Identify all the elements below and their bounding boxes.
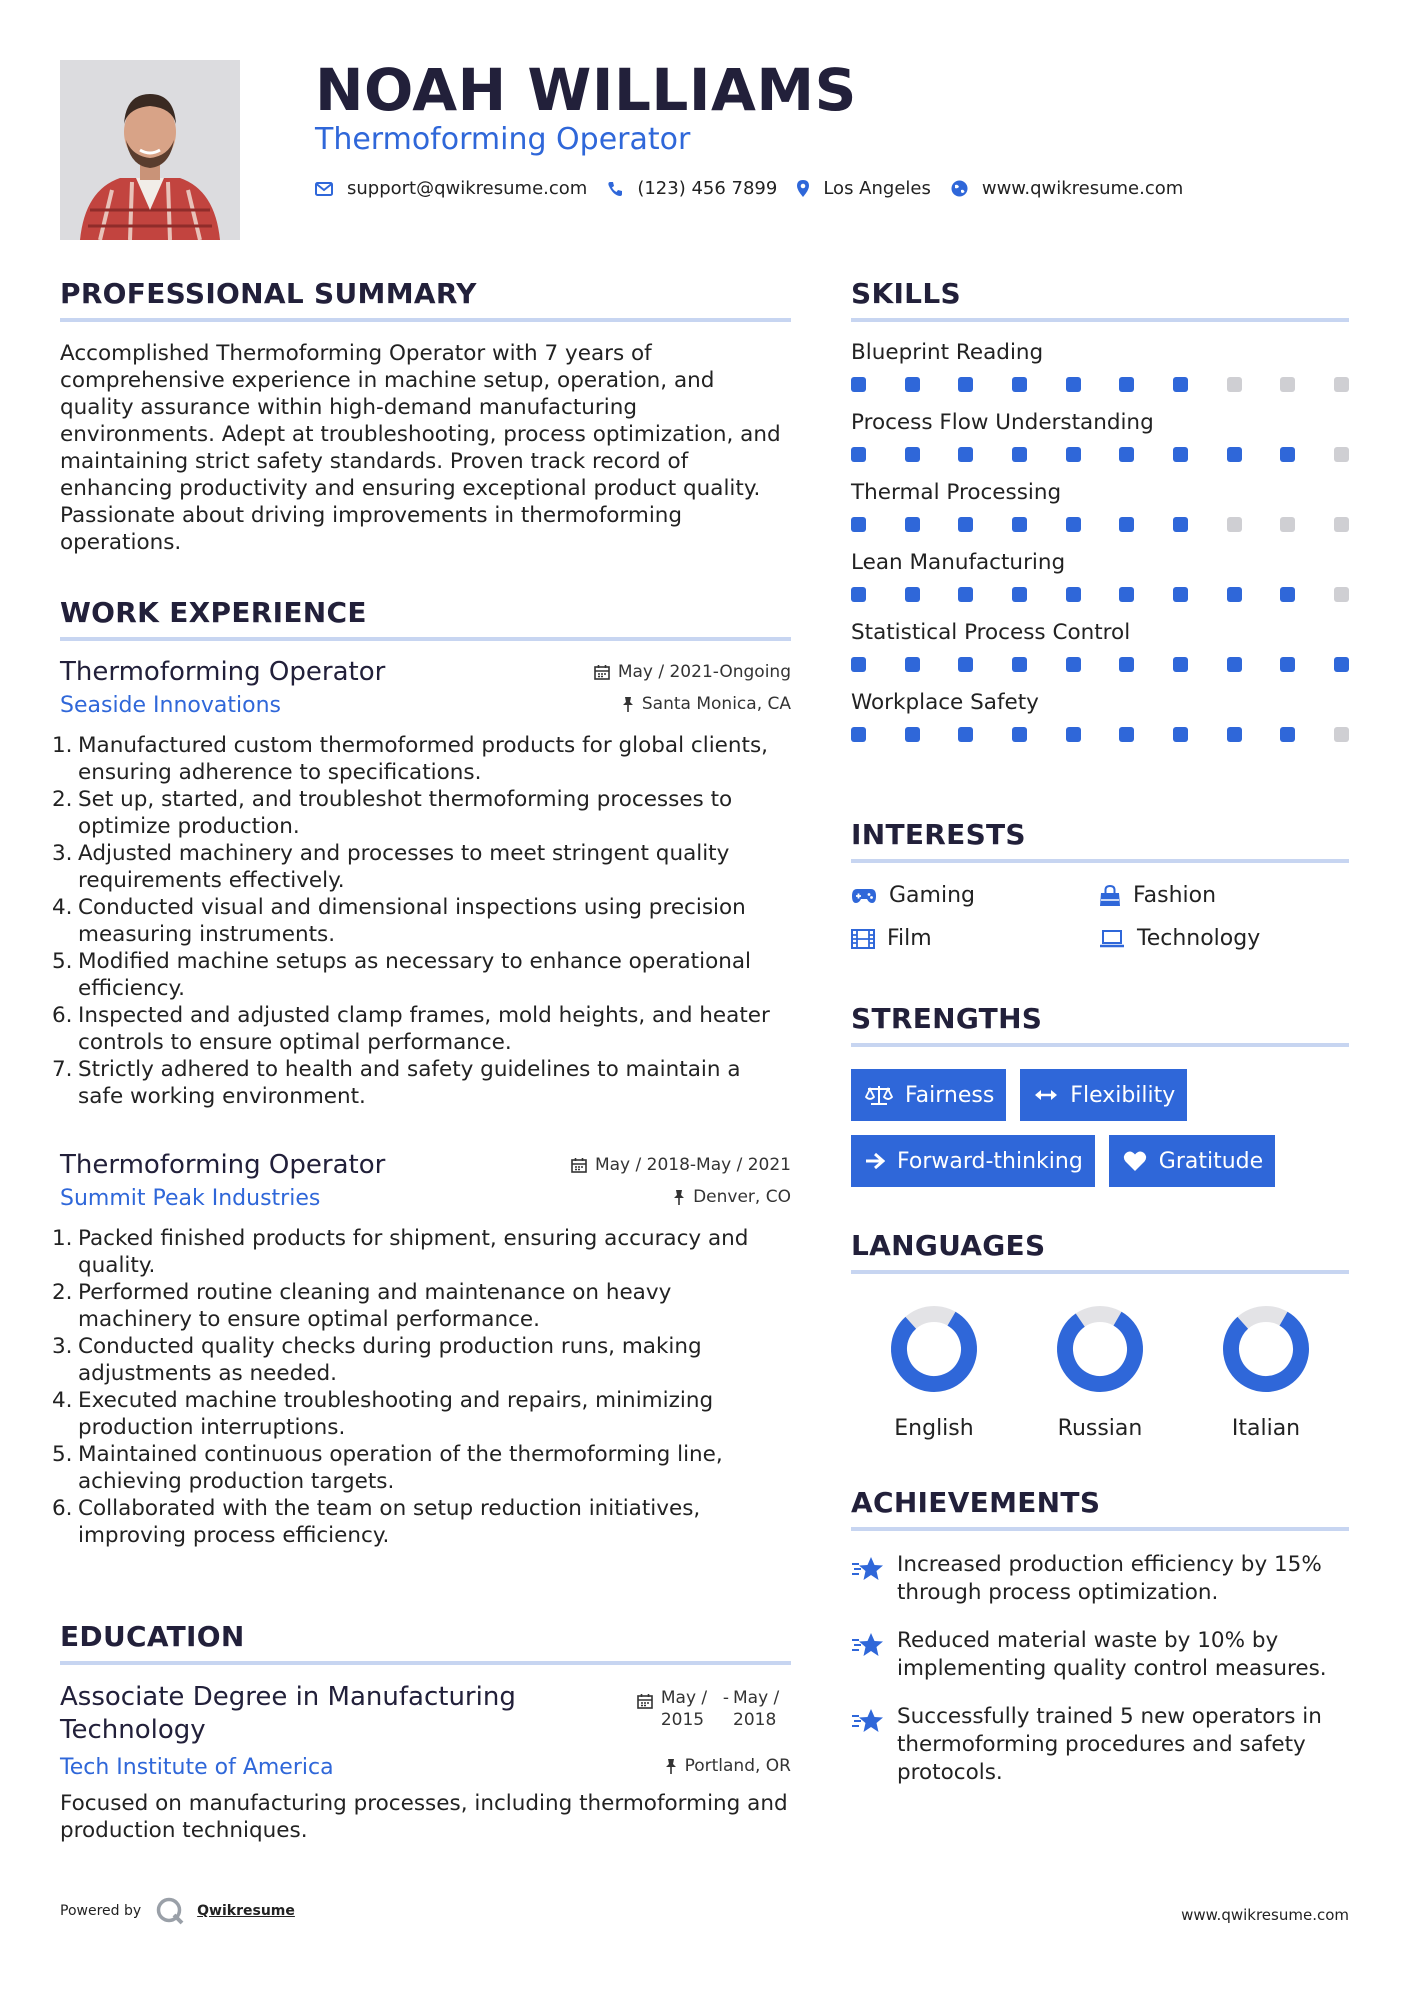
achievements-section	[851, 1486, 1349, 1787]
contact-phone[interactable]	[607, 178, 777, 199]
skill-level-dot	[1012, 657, 1027, 672]
skill-level-dot	[1066, 517, 1081, 532]
skill-level-dot	[1066, 657, 1081, 672]
contact-location	[797, 178, 931, 199]
skill-level-dot	[1012, 727, 1027, 742]
skill-level-dot	[1173, 587, 1188, 602]
strength-badge: Fairness	[851, 1069, 1006, 1121]
contact-website[interactable]	[951, 178, 1183, 199]
skill-level-dot	[1119, 727, 1134, 742]
candidate-title: Thermoforming Operator	[315, 122, 691, 157]
list-item: 1. Manufactured custom thermoformed products for global clients, ensuring adherence to specifications.	[52, 733, 768, 785]
education-section	[60, 1620, 791, 1844]
language-name: Italian	[1231, 1416, 1301, 1441]
contact-bar	[315, 178, 1203, 199]
list-item: 4. Conducted visual and dimensional inspections using precision measuring instruments.	[52, 895, 746, 947]
skill-level-dot	[1227, 517, 1242, 532]
list-item: 5. Modified machine setups as necessary to enhance operational efficiency.	[52, 949, 752, 1001]
skill-row	[851, 690, 1349, 742]
list-item: 6. Inspected and adjusted clamp frames, mold heights, and heater controls to ensure optimal performance.	[52, 1003, 770, 1055]
skill-level-dot	[851, 377, 866, 392]
skill-level-dot	[1227, 587, 1242, 602]
job-bullets	[52, 1225, 791, 1549]
company-name: Summit Peak Industries	[60, 1186, 321, 1211]
gamepad-icon	[851, 887, 877, 905]
job-entry	[52, 657, 791, 1110]
skill-level-dot	[958, 727, 973, 742]
interest-fashion: Fashion	[1099, 883, 1347, 908]
interest-technology: Technology	[1099, 926, 1347, 951]
school-name: Tech Institute of America	[60, 1755, 334, 1780]
skill-level-dot	[1227, 727, 1242, 742]
language-proficiency-ring	[1055, 1304, 1145, 1394]
skill-level-dot	[1012, 587, 1027, 602]
job-date: May / 2021-Ongoing	[594, 662, 791, 682]
section-heading: STRENGTHS	[851, 1002, 1349, 1047]
skill-level-dot	[1334, 517, 1349, 532]
skill-level-dot	[905, 657, 920, 672]
map-marker-icon	[797, 180, 809, 197]
film-icon	[851, 929, 875, 949]
section-heading: WORK EXPERIENCE	[60, 596, 791, 641]
envelope-icon	[315, 182, 333, 196]
arrow-right-icon	[865, 1152, 885, 1170]
strength-badge: Gratitude	[1109, 1135, 1275, 1187]
achievement-item: Successfully trained 5 new operators in thermoforming procedures and safety protocols.	[851, 1703, 1349, 1787]
balance-scale-icon	[865, 1084, 893, 1106]
skill-level-dot	[958, 447, 973, 462]
languages-section	[851, 1229, 1349, 1441]
footer-powered-by: Powered by Qwikresume	[60, 1896, 295, 1926]
skill-level-dot	[1280, 377, 1295, 392]
skill-level-dot	[1012, 447, 1027, 462]
contact-email[interactable]	[315, 178, 587, 199]
skill-level-dot	[1280, 727, 1295, 742]
language-proficiency-ring	[1221, 1304, 1311, 1394]
list-item: 4. Executed machine troubleshooting and repairs, minimizing production interruptions.	[52, 1388, 714, 1440]
skill-level-dot	[1280, 657, 1295, 672]
email-text: support@qwikresume.com	[347, 178, 588, 199]
qwikresume-link[interactable]: Qwikresume	[197, 1903, 295, 1919]
calendar-icon	[571, 1157, 587, 1173]
skill-level-dot	[1280, 587, 1295, 602]
pushpin-icon	[622, 696, 634, 712]
laptop-icon	[1099, 930, 1125, 948]
skill-level-dot	[1334, 587, 1349, 602]
skill-row	[851, 480, 1349, 532]
section-heading: LANGUAGES	[851, 1229, 1349, 1274]
globe-icon	[951, 180, 968, 197]
skill-level-dot	[1173, 727, 1188, 742]
language-name: Russian	[1057, 1416, 1143, 1441]
skill-level-dot	[1119, 657, 1134, 672]
star-icon	[851, 1555, 885, 1583]
skill-level-meter	[851, 447, 1349, 462]
skill-level-dot	[851, 657, 866, 672]
calendar-icon	[637, 1693, 653, 1709]
list-item: 3. Conducted quality checks during production runs, making adjustments as needed.	[52, 1334, 702, 1386]
job-bullets	[52, 732, 791, 1110]
language-item	[1183, 1304, 1349, 1441]
skill-level-dot	[1012, 377, 1027, 392]
phone-icon	[607, 181, 623, 197]
arrows-horizontal-icon	[1034, 1088, 1058, 1102]
language-proficiency-ring	[889, 1304, 979, 1394]
list-item: 1. Packed finished products for shipment, ensuring accuracy and quality.	[52, 1226, 749, 1278]
achievement-item: Reduced material waste by 10% by implementing quality control measures.	[851, 1627, 1349, 1683]
section-heading: PROFESSIONAL SUMMARY	[60, 277, 791, 322]
skill-level-dot	[1012, 517, 1027, 532]
achievement-item: Increased production efficiency by 15% through process optimization.	[851, 1551, 1349, 1607]
skill-level-dot	[1334, 727, 1349, 742]
skill-level-meter	[851, 587, 1349, 602]
section-heading: EDUCATION	[60, 1620, 791, 1665]
professional-summary-section	[60, 277, 791, 556]
skill-level-meter	[851, 517, 1349, 532]
skill-level-dot	[958, 517, 973, 532]
job-entry	[52, 1150, 791, 1549]
skill-level-dot	[851, 447, 866, 462]
phone-text: (123) 456 7899	[637, 178, 778, 199]
education-date: May / 2015 - May / 2018	[637, 1687, 791, 1731]
job-location: Santa Monica, CA	[622, 694, 791, 714]
skill-level-meter	[851, 377, 1349, 392]
skill-name: Thermal Processing	[851, 480, 1062, 505]
language-item	[851, 1304, 1017, 1441]
section-heading: INTERESTS	[851, 818, 1349, 863]
list-item: 2. Performed routine cleaning and maintenance on heavy machinery to ensure optimal performance.	[52, 1280, 672, 1332]
skill-level-dot	[1280, 447, 1295, 462]
job-date: May / 2018-May / 2021	[571, 1155, 791, 1175]
skill-level-dot	[851, 517, 866, 532]
skill-level-dot	[1173, 517, 1188, 532]
skill-level-dot	[1280, 517, 1295, 532]
skill-level-dot	[1334, 447, 1349, 462]
skill-level-dot	[1334, 657, 1349, 672]
star-icon	[851, 1631, 885, 1659]
list-item: 5. Maintained continuous operation of the thermoforming line, achieving production targets.	[52, 1442, 723, 1494]
interest-film: Film	[851, 926, 1099, 951]
skill-level-dot	[905, 587, 920, 602]
skill-row	[851, 620, 1349, 672]
skill-level-dot	[958, 657, 973, 672]
skill-level-dot	[905, 727, 920, 742]
skill-level-dot	[905, 447, 920, 462]
skill-level-dot	[1066, 377, 1081, 392]
skill-level-meter	[851, 657, 1349, 672]
skill-level-dot	[851, 727, 866, 742]
skill-level-dot	[851, 587, 866, 602]
skill-name: Process Flow Understanding	[851, 410, 1154, 435]
school-location: Portland, OR	[665, 1756, 791, 1776]
skill-level-dot	[1066, 727, 1081, 742]
skill-level-dot	[1173, 447, 1188, 462]
shopping-bag-icon	[1099, 885, 1121, 907]
language-item	[1017, 1304, 1183, 1441]
candidate-name: NOAH WILLIAMS	[315, 56, 857, 124]
skill-level-dot	[1119, 587, 1134, 602]
degree-title: Associate Degree in Manufacturing Technology	[60, 1682, 516, 1745]
skill-level-dot	[1173, 377, 1188, 392]
skill-level-dot	[905, 517, 920, 532]
education-description: Focused on manufacturing processes, including thermoforming and production techniques.	[60, 1791, 788, 1843]
profile-photo	[60, 60, 240, 240]
skill-level-dot	[1227, 447, 1242, 462]
location-text: Los Angeles	[823, 178, 931, 199]
skill-level-dot	[1119, 517, 1134, 532]
skill-level-dot	[1334, 377, 1349, 392]
list-item: 6. Collaborated with the team on setup reduction initiatives, improving process efficiency.	[52, 1496, 701, 1548]
skills-section	[851, 277, 1349, 742]
skill-level-dot	[1119, 447, 1134, 462]
section-heading: SKILLS	[851, 277, 1349, 322]
work-experience-section	[52, 596, 791, 1110]
skill-name: Statistical Process Control	[851, 620, 1131, 645]
strength-badge: Flexibility	[1020, 1069, 1187, 1121]
heart-icon	[1123, 1150, 1147, 1172]
interests-section	[851, 818, 1349, 951]
skill-level-dot	[1227, 377, 1242, 392]
list-item: 3. Adjusted machinery and processes to meet stringent quality requirements effectively.	[52, 841, 730, 893]
qwikresume-logo-icon	[155, 1896, 185, 1926]
list-item: 7. Strictly adhered to health and safety guidelines to maintain a safe working environment.	[52, 1057, 741, 1109]
skill-level-dot	[1066, 587, 1081, 602]
skill-level-dot	[905, 377, 920, 392]
job-location: Denver, CO	[673, 1187, 791, 1207]
skill-name: Workplace Safety	[851, 690, 1039, 715]
language-name: English	[894, 1416, 974, 1441]
skill-name: Lean Manufacturing	[851, 550, 1066, 575]
pushpin-icon	[673, 1189, 685, 1205]
star-icon	[851, 1707, 885, 1735]
strength-badge: Forward-thinking	[851, 1135, 1095, 1187]
skill-level-dot	[1227, 657, 1242, 672]
calendar-icon	[594, 664, 610, 680]
section-heading: ACHIEVEMENTS	[851, 1486, 1349, 1531]
job-title: Thermoforming Operator	[60, 1150, 386, 1180]
pushpin-icon	[665, 1758, 677, 1774]
company-name: Seaside Innovations	[60, 693, 281, 718]
skill-level-dot	[1066, 447, 1081, 462]
skill-name: Blueprint Reading	[851, 340, 1044, 365]
skill-level-dot	[1173, 657, 1188, 672]
skill-level-dot	[1119, 377, 1134, 392]
job-title: Thermoforming Operator	[60, 657, 386, 687]
skill-level-meter	[851, 727, 1349, 742]
footer-website[interactable]: www.qwikresume.com	[1181, 1906, 1349, 1924]
strengths-section	[851, 1002, 1349, 1187]
skill-level-dot	[958, 587, 973, 602]
skill-row	[851, 340, 1349, 392]
skill-row	[851, 550, 1349, 602]
skill-level-dot	[958, 377, 973, 392]
website-text: www.qwikresume.com	[981, 178, 1184, 199]
interest-gaming: Gaming	[851, 883, 1099, 908]
list-item: 2. Set up, started, and troubleshot thermoforming processes to optimize production.	[52, 787, 733, 839]
skill-row	[851, 410, 1349, 462]
summary-text: Accomplished Thermoforming Operator with 7 years of comprehensive experience in machine setup, operation, and quality assurance within high-demand manufacturing environments. Adept at troubleshooting, process optimization, and maintaining strict safety standards. Proven track record of enhancing productivity and ensuring exceptional product quality. Passionate about driving improvements in thermoforming operations.	[60, 341, 781, 555]
